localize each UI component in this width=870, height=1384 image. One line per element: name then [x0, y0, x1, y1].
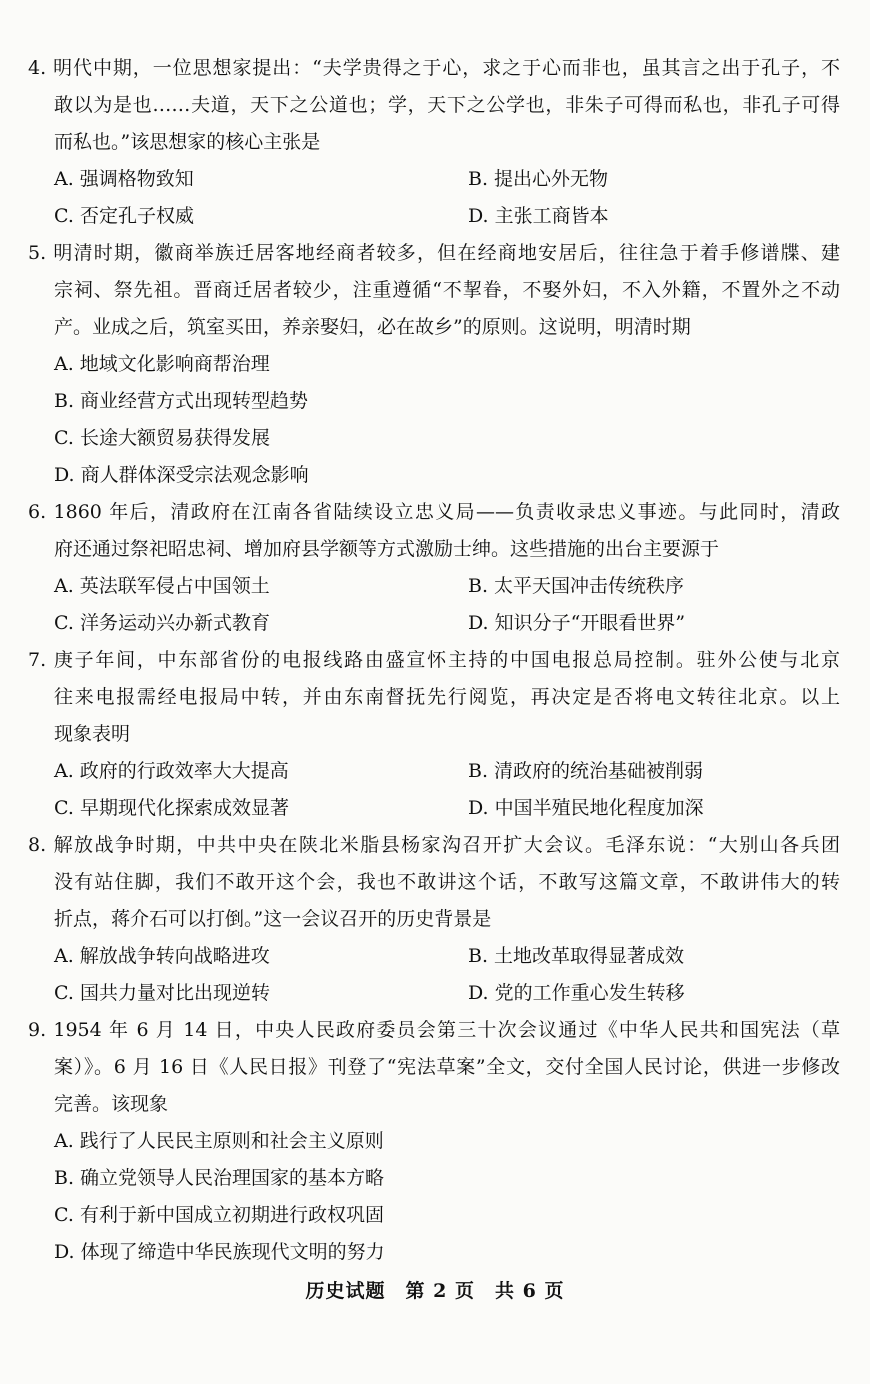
option-c: C. 早期现代化探索成效显著: [54, 797, 289, 819]
option-a: A. 解放战争转向战略进攻: [54, 945, 270, 967]
option-c: C. 长途大额贸易获得发展: [54, 427, 270, 449]
option-d: D. 党的工作重心发生转移: [468, 982, 685, 1004]
option-row: [28, 161, 840, 198]
option-a: A. 政府的行政效率大大提高: [54, 760, 289, 782]
question-6: [28, 494, 840, 642]
question-stem-line: 5. 明清时期，徽商举族迁居客地经商者较多，但在经商地安居后，往往急于着手修谱牒、建: [28, 242, 840, 264]
question-8: [28, 827, 840, 1012]
question-stem-line: 而私也。”该思想家的核心主张是: [54, 131, 321, 153]
question-stem-line: 4. 明代中期，一位思想家提出：“夫学贵得之于心，求之于心而非也，虽其言之出于孔子，不: [28, 57, 840, 79]
option-row: [28, 1234, 840, 1271]
option-c: C. 有利于新中国成立初期进行政权巩固: [54, 1204, 384, 1226]
option-b: B. 清政府的统治基础被削弱: [468, 760, 704, 782]
option-row: [28, 346, 840, 383]
option-row: [28, 1160, 840, 1197]
question-stem-line: 8. 解放战争时期，中共中央在陕北米脂县杨家沟召开扩大会议。毛泽东说：“大别山各兵团: [28, 834, 840, 856]
option-row: [28, 457, 840, 494]
option-row: [28, 1197, 840, 1234]
question-stem-line: 现象表明: [54, 723, 131, 745]
option-row: [28, 383, 840, 420]
option-row: [28, 1123, 840, 1160]
option-a: A. 地域文化影响商帮治理: [54, 353, 270, 375]
option-a: A. 践行了人民民主原则和社会主义原则: [54, 1130, 384, 1152]
option-d: D. 体现了缔造中华民族现代文明的努力: [54, 1241, 385, 1263]
question-stem-line: 没有站住脚，我们不敢开这个会，我也不敢讲这个话，不敢写这篇文章，不敢讲伟大的转: [54, 871, 840, 893]
question-stem-line: 产。业成之后，筑室买田，养亲娶妇，必在故乡”的原则。这说明，明清时期: [54, 316, 691, 338]
option-row: [28, 938, 840, 975]
question-9: [28, 1012, 840, 1271]
question-stem-line: 往来电报需经电报局中转，并由东南督抚先行阅览，再决定是否将电文转往北京。以上: [54, 686, 840, 708]
option-row: [28, 753, 840, 790]
question-stem-line: 宗祠、祭先祖。晋商迁居者较少，注重遵循“不挈眷，不娶外妇，不入外籍，不置外之不动: [54, 279, 840, 301]
option-d: D. 中国半殖民地化程度加深: [468, 797, 704, 819]
question-stem-line: 6. 1860 年后，清政府在江南各省陆续设立忠义局——负责收录忠义事迹。与此同时，清政: [28, 501, 840, 523]
question-stem-line: 府还通过祭祀昭忠祠、增加府县学额等方式激励士绅。这些措施的出台主要源于: [54, 538, 720, 560]
option-row: [28, 605, 840, 642]
option-row: [28, 790, 840, 827]
option-c: C. 国共力量对比出现逆转: [54, 982, 270, 1004]
question-stem-line: 折点，蒋介石可以打倒。”这一会议召开的历史背景是: [54, 908, 492, 930]
option-a: A. 英法联军侵占中国领土: [54, 575, 270, 597]
option-c: C. 洋务运动兴办新式教育: [54, 612, 270, 634]
option-b: B. 太平天国冲击传统秩序: [468, 575, 685, 597]
page-footer: 历史试题 第 2 页 共 6 页: [305, 1280, 565, 1302]
question-4: [28, 50, 840, 235]
option-a: A. 强调格物致知: [54, 168, 194, 190]
option-b: B. 确立党领导人民治理国家的基本方略: [54, 1167, 385, 1189]
question-stem-line: 案）》。6 月 16 日《人民日报》刊登了“宪法草案”全文，交付全国人民讨论，供进一步修改: [54, 1056, 840, 1078]
option-d: D. 商人群体深受宗法观念影响: [54, 464, 309, 486]
option-d: D. 知识分子“开眼看世界”: [468, 612, 686, 634]
option-c: C. 否定孔子权威: [54, 205, 194, 227]
option-row: [28, 198, 840, 235]
question-stem-line: 7. 庚子年间，中东部省份的电报线路由盛宣怀主持的中国电报总局控制。驻外公使与北京: [28, 649, 840, 671]
question-7: [28, 642, 840, 827]
question-stem-line: 敢以为是也……夫道，天下之公道也；学，天下之公学也，非朱子可得而私也，非孔子可得: [54, 94, 840, 116]
option-row: [28, 420, 840, 457]
question-stem-line: 完善。该现象: [54, 1093, 169, 1115]
option-row: [28, 975, 840, 1012]
option-d: D. 主张工商皆本: [468, 205, 609, 227]
option-row: [28, 568, 840, 605]
option-b: B. 商业经营方式出现转型趋势: [54, 390, 309, 412]
option-b: B. 土地改革取得显著成效: [468, 945, 685, 967]
question-stem-line: 9. 1954 年 6 月 14 日，中央人民政府委员会第三十次会议通过《中华人民共和国宪法（草: [28, 1019, 840, 1041]
question-5: [28, 235, 840, 494]
option-b: B. 提出心外无物: [468, 168, 609, 190]
